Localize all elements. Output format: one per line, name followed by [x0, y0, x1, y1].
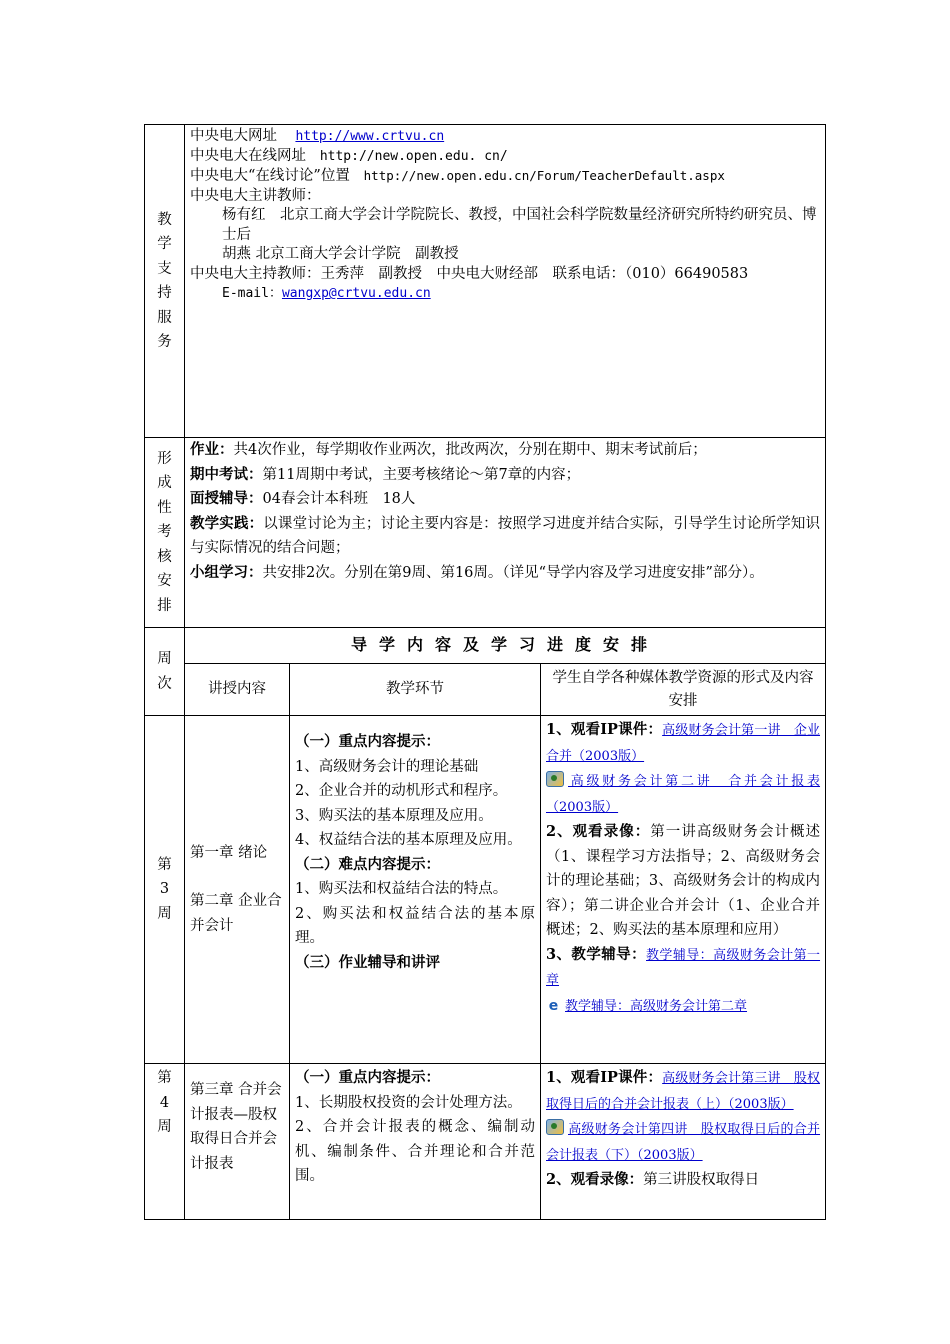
url1-label: 中央电大网址 — [190, 128, 277, 144]
week4-chapter: 第三章 合并会计报表—股权取得日合并会计报表 — [190, 1082, 282, 1172]
assessment-vertical-label-char: 安 — [157, 573, 172, 590]
week3-row — [145, 716, 826, 1064]
group-label: 小组学习： — [190, 563, 263, 581]
support-row — [145, 125, 826, 438]
video-icon — [546, 771, 564, 787]
teacher-1: 杨有红 北京工商大学会计学院院长、教授，中国社会科学院数量经济研究所特约研究员、博士后 — [222, 207, 817, 243]
week3-content — [185, 716, 290, 1064]
schedule-title-row — [145, 628, 826, 664]
tutoring-line — [190, 487, 820, 512]
url3-line — [190, 166, 820, 187]
support-vertical-label-char: 服 — [157, 309, 172, 326]
homework-line — [190, 438, 820, 463]
week3-chapter2: 第二章 企业合并会计 — [190, 893, 282, 934]
support-vertical-label-char: 学 — [157, 236, 172, 252]
week4-vertical-char: 第 — [157, 1070, 172, 1086]
week3-key1: 1、高级财务会计的理论基础 — [295, 758, 479, 775]
url2-text: http://new.open.edu. cn/ — [319, 148, 508, 164]
week4-content — [185, 1064, 290, 1220]
week-header — [145, 628, 185, 716]
assessment-vertical-label-char: 成 — [157, 475, 172, 492]
week3-label — [145, 716, 185, 1064]
assessment-vertical-label-char: 排 — [157, 597, 172, 614]
url2-label: 中央电大在线网址 — [190, 147, 306, 164]
assessment-vertical-label-char: 性 — [157, 499, 172, 516]
week4-key2: 2、合并会计报表的概念、编制动机、编制条件、合并理论和合并范围。 — [295, 1119, 535, 1184]
week3-tutor-link-2[interactable]: 教学辅导：高级财务会计第二章 — [565, 998, 748, 1014]
email-link[interactable]: wangxp@crtvu.edu.cn — [281, 286, 431, 301]
week4-ip-link-1[interactable]: 高级财务会计第三讲 股权取得日后的合并会计报表（上）（2003版） — [546, 1071, 821, 1112]
week3-phases — [290, 716, 541, 1064]
week3-key4: 4、权益结合法的基本原理及应用。 — [295, 832, 522, 848]
week-header-vertical-char: 次 — [157, 675, 172, 692]
practice-label: 教学实践： — [190, 514, 264, 532]
week4-video-label: 2、观看录像： — [546, 1171, 644, 1188]
week4-vertical-char: 4 — [159, 1094, 170, 1111]
col-header-content: 讲授内容 — [185, 664, 290, 716]
teachers-label: 中央电大主讲教师： — [190, 187, 321, 204]
week3-ip-label: 1、观看IP课件： — [546, 721, 663, 738]
tutoring-text: 04春会计本科班 18人 — [262, 491, 416, 507]
week4-vertical-char: 周 — [157, 1119, 172, 1135]
week4-video-text: 第三讲股权取得日 — [643, 1172, 760, 1188]
assessment-vertical-label-char: 核 — [157, 548, 172, 565]
week3-diff2: 2、购买法和权益结合法的基本原理。 — [295, 905, 535, 946]
week3-key2: 2、企业合并的动机形式和程序。 — [295, 783, 508, 799]
support-content — [185, 125, 826, 438]
week-header-vertical — [145, 647, 184, 696]
assessment-content — [185, 438, 826, 628]
host-teacher: 中央电大主持教师：王秀萍 副教授 中央电大财经部 联系电话：（010）66490583 — [190, 265, 749, 282]
week3-video-text: 第一讲高级财务会计概述（1、课程学习方法指导；2、高级财务会计的理论基础；3、高级财务会计的构成内容）；第二讲企业合并会计（1、企业合并概述；2、购买法的基本原理和应用） — [546, 824, 821, 938]
week3-tutor-label: 3、教学辅导： — [546, 945, 647, 963]
col-header-phase: 教学环节 — [290, 664, 541, 716]
support-vertical-label-char: 支 — [157, 260, 172, 277]
support-vertical-label-char: 务 — [157, 334, 172, 350]
practice-text: 以课堂讨论为主；讨论主要内容是：按照学习进度并结合实际，引导学生讨论所学知识与实际情况的结合问题； — [190, 515, 821, 556]
tutoring-label: 面授辅导： — [190, 490, 263, 507]
week-header-vertical-char: 周 — [157, 651, 172, 667]
week3-tutor-link-1[interactable]: 教学辅导：高级财务会计第一章 — [546, 947, 821, 988]
teacher-2: 胡燕 北京工商大学会计学院 副教授 — [222, 246, 459, 262]
url3-label: 中央电大“在线讨论”位置 — [190, 168, 350, 184]
week3-vertical-char: 周 — [157, 905, 172, 922]
week3-vertical-char: 3 — [159, 881, 170, 898]
week3-resources — [541, 716, 826, 1064]
course-table — [144, 124, 826, 1220]
midterm-text: 第11周期中考试，主要考核绪论～第7章的内容； — [262, 466, 581, 483]
week3-diff-title: （二）难点内容提示： — [295, 855, 440, 873]
week4-resources — [541, 1064, 826, 1220]
url3-text: http://new.open.edu.cn/Forum/TeacherDefault.aspx — [363, 168, 725, 183]
homework-text: 共4次作业，每学期收作业两次，批改两次，分别在期中、期末考试前后； — [233, 442, 707, 458]
schedule-title: 导学内容及学习进度安排 — [185, 628, 826, 664]
url2-line — [190, 147, 820, 167]
week3-vertical-char: 第 — [157, 856, 172, 873]
week3-key-title: （一）重点内容提示： — [295, 733, 440, 750]
week3-video-label: 2、观看录像： — [546, 823, 651, 840]
crtvu-link[interactable]: http://www.crtvu.cn — [295, 129, 445, 144]
assessment-label — [145, 438, 185, 628]
homework-label: 作业： — [190, 441, 234, 458]
week4-row — [145, 1064, 826, 1220]
video-icon — [546, 1119, 564, 1135]
assessment-row — [145, 438, 826, 628]
group-line — [190, 561, 820, 586]
assessment-vertical-label-char: 形 — [157, 450, 172, 467]
week4-label — [145, 1064, 185, 1220]
schedule-columns-row — [145, 664, 826, 716]
support-vertical-label-char: 持 — [157, 285, 172, 301]
week4-vertical — [150, 1066, 179, 1140]
col-header-resources: 学生自学各种媒体教学资源的形式及内容安排 — [541, 664, 826, 716]
week4-key-title: （一）重点内容提示： — [295, 1069, 440, 1086]
email-line — [190, 284, 820, 304]
week3-chapter1: 第一章 绪论 — [190, 844, 268, 861]
assessment-vertical-label — [145, 447, 184, 619]
week3-vertical — [145, 853, 184, 927]
email-label: E-mail： — [222, 286, 282, 301]
week3-ip-link-1[interactable]: 高级财务会计第一讲 企业合并（2003版） — [546, 723, 821, 764]
week3-diff1: 1、购买法和权益结合法的特点。 — [295, 881, 508, 897]
week3-ip-link-2[interactable]: 高级财务会计第二讲 合并会计报表（2003版） — [546, 774, 821, 815]
week4-key1: 1、长期股权投资的会计处理方法。 — [295, 1094, 522, 1111]
week3-hw-title: （三）作业辅导和讲评 — [295, 953, 440, 971]
week3-key3: 3、购买法的基本原理及应用。 — [295, 807, 493, 824]
week4-ip-link-2[interactable]: 高级财务会计第四讲 股权取得日后的合并会计报表（下）（2003版） — [546, 1122, 821, 1163]
practice-line — [190, 512, 820, 561]
week4-ip-label: 1、观看IP课件： — [546, 1069, 663, 1086]
midterm-line — [190, 463, 820, 488]
url1-line — [190, 127, 820, 147]
assessment-vertical-label-char: 考 — [157, 524, 172, 541]
support-vertical-label — [145, 208, 184, 355]
ie-icon: e — [548, 997, 559, 1014]
support-vertical-label-char: 教 — [157, 211, 172, 228]
week4-phases — [290, 1064, 541, 1220]
midterm-label: 期中考试： — [190, 465, 263, 483]
group-text: 共安排2次。分别在第9周、第16周。（详见“导学内容及学习进度安排”部分）。 — [262, 564, 764, 581]
support-label — [145, 125, 185, 438]
